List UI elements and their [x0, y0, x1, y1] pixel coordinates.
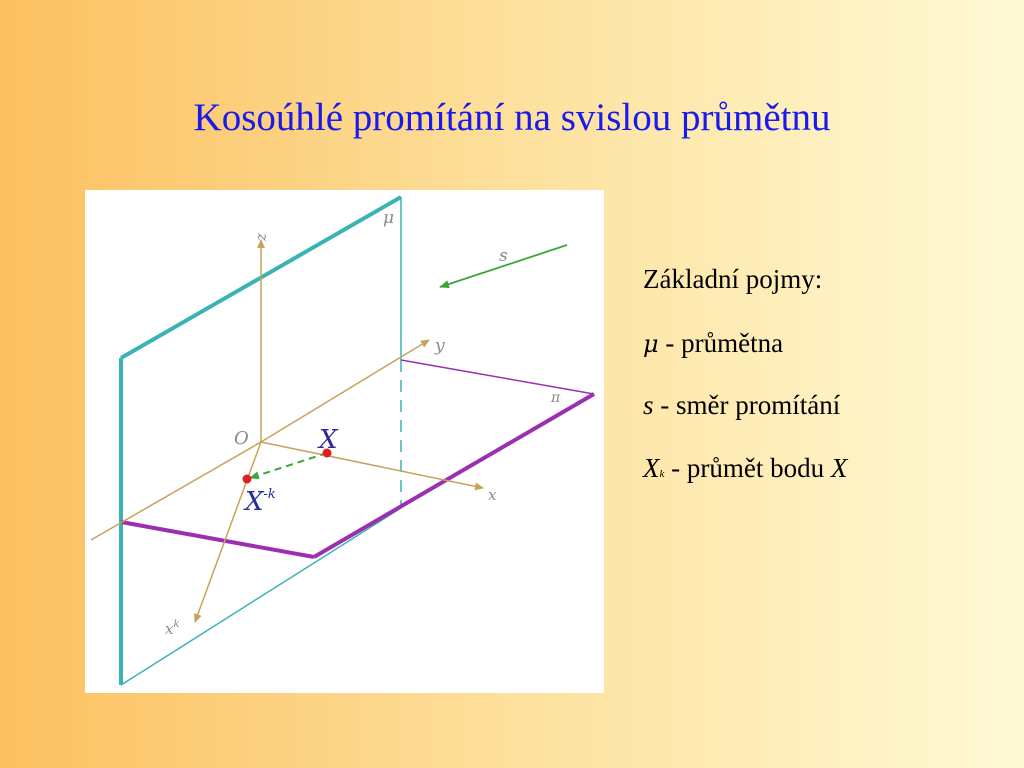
- axis-x-label: x: [488, 486, 497, 504]
- note-xk-symbol: X: [643, 453, 660, 483]
- axis-y-label: y: [435, 336, 445, 356]
- note-s-symbol: s: [643, 390, 654, 420]
- pi-plane: [121, 360, 594, 557]
- direction-s-label: s: [499, 246, 508, 266]
- note-xk-text: - průmět bodu: [664, 453, 831, 483]
- note-s-text: - směr promítání: [653, 390, 841, 420]
- note-xk: [643, 452, 847, 490]
- slide-title: Kosoúhlé promítání na svislou průmětnu: [193, 96, 831, 139]
- note-mu-symbol: μ: [643, 330, 659, 358]
- point-xk-label: $X^{-k}$: [245, 487, 276, 517]
- projecting-ray: [250, 453, 327, 478]
- axis-z-label: z: [252, 233, 270, 241]
- note-xk-subscript: k: [659, 468, 665, 480]
- mu-label: μ: [383, 208, 395, 228]
- pi-label: π: [551, 390, 561, 406]
- point-x-label: X: [319, 425, 338, 455]
- note-xk-end: X: [830, 453, 848, 483]
- note-mu: [643, 327, 783, 360]
- axis-xk-label: $x^k$: [165, 619, 180, 638]
- point-xk-dot: [243, 475, 252, 484]
- notes-heading: Základní pojmy:: [643, 264, 823, 294]
- origin-label: O: [234, 428, 249, 449]
- axes: [91, 240, 483, 622]
- projection-diagram: [85, 190, 604, 693]
- note-s: [643, 389, 840, 421]
- note-mu-text: - průmětna: [658, 328, 784, 358]
